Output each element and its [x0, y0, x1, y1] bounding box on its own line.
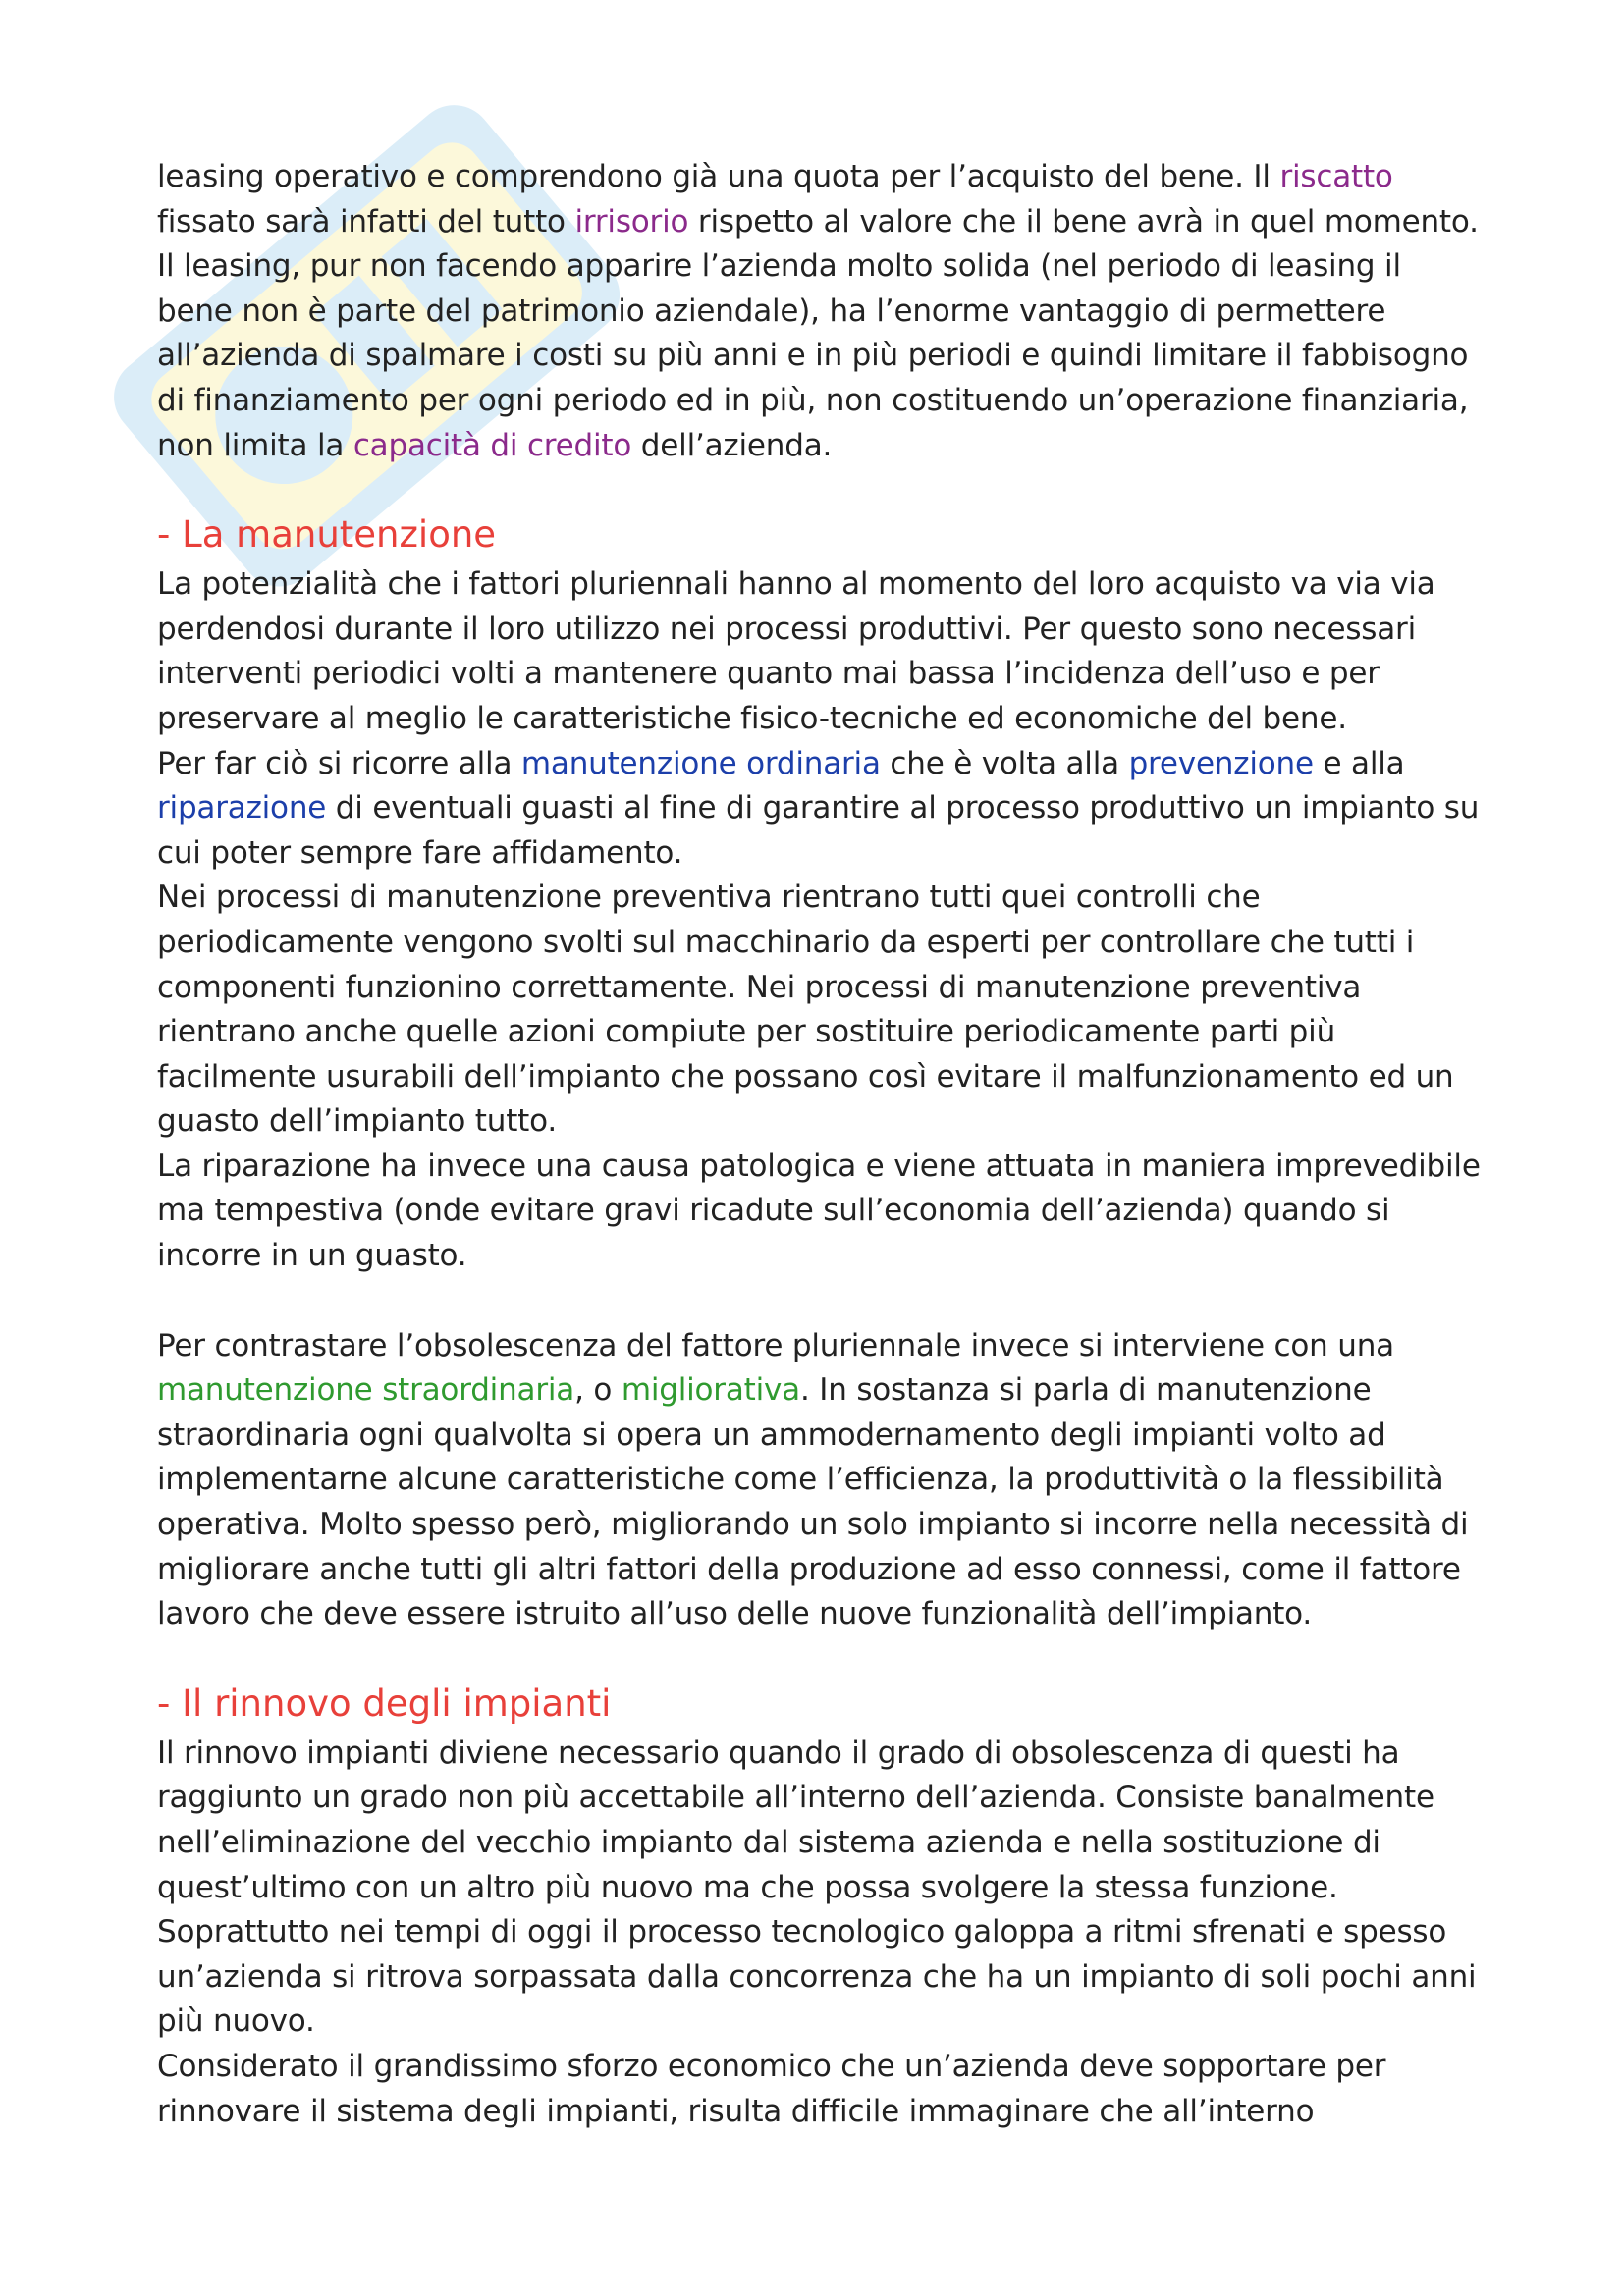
keyword-migliorativa: migliorativa — [621, 1372, 800, 1409]
document-page — [157, 155, 1483, 2134]
keyword-capacita-di-credito: capacità di credito — [352, 427, 632, 463]
manutenzione-paragraph-1: La potenzialità che i fattori pluriennali hanno al momento del loro acquisto va via via perdendosi durante il loro utilizzo nei processi produttivi. Per questo sono necessari interventi periodici volti a mantenere quanto mai bassa l’incidenza dell’uso e per preservare al meglio le caratteristiche fisico-tecniche ed economiche del bene. — [157, 566, 1435, 736]
heading-manutenzione: - La manutenzione — [157, 513, 497, 557]
keyword-manutenzione-ordinaria: manutenzione ordinaria — [520, 745, 881, 781]
keyword-riscatto: riscatto — [1279, 159, 1393, 194]
manutenzione-paragraph-2: Per far ciò si ricorre alla manutenzione ordinaria che è volta alla prevenzione e alla riparazione di eventuali guasti al fine di garantire al processo produttivo un impianto su cui poter sempre fare affidamento. — [157, 745, 1480, 871]
rinnovo-paragraph-2: Soprattutto nei tempi di oggi il processo tecnologico galoppa a ritmi sfrenati e spesso un’azienda si ritrova sorpassata dalla concorrenza che ha un impianto di soli pochi anni più nuovo. — [157, 1914, 1477, 2040]
manutenzione-paragraph-3: Nei processi di manutenzione preventiva rientrano tutti quei controlli che periodicamente vengono svolti sul macchinario da esperti per controllare che tutti i componenti funzionino correttamente. Nei processi di manutenzione preventiva rientrano anche quelle azioni compiute per sostituire periodicamente parti più facilmente usurabili dell’impianto che possano così evitare il malfunzionamento ed un guasto dell’impianto tutto. — [157, 880, 1454, 1140]
keyword-manutenzione-straordinaria: manutenzione straordinaria — [157, 1372, 575, 1409]
manutenzione-paragraph-4: La riparazione ha invece una causa patologica e viene attuata in maniera imprevedibile ma tempestiva (onde evitare gravi ricadute sull’economia dell’azienda) quando si incorre in un guasto. — [157, 1148, 1481, 1274]
rinnovo-paragraph-1: Il rinnovo impianti diviene necessario quando il grado di obsolescenza di questi ha raggiunto un grado non più accettabile all’interno dell’azienda. Consiste banalmente nell’eliminazione del vecchio impianto dal sistema azienda e nella sostituzione di quest’ultimo con un altro più nuovo ma che possa svolgere la stessa funzione. — [157, 1735, 1434, 1905]
intro-paragraph: leasing operativo e comprendono già una quota per l’acquisto del bene. Il riscatto fissato sarà infatti del tutto irrisorio rispetto al valore che il bene avrà in quel momento. Il leasing, pur non facendo apparire l’azienda molto solida (nel periodo di leasing il bene non è parte del patrimonio aziendale), ha l’enorme vantaggio di permettere all’azienda di spalmare i costi su più anni e in più periodi e quindi limitare il fabbisogno di finanziamento per ogni periodo ed in più, non costituendo un’operazione finanziaria, non limita la capacità di credito dell’azienda. — [157, 159, 1479, 463]
heading-rinnovo-impianti: - Il rinnovo degli impianti — [157, 1682, 612, 1725]
keyword-prevenzione: prevenzione — [1128, 745, 1314, 781]
keyword-riparazione: riparazione — [157, 790, 327, 827]
manutenzione-paragraph-5: Per contrastare l’obsolescenza del fattore pluriennale invece si interviene con una manutenzione straordinaria, o migliorativa. In sostanza si parla di manutenzione straordinaria ogni qualvolta si opera un ammodernamento degli impianti volto ad implementarne alcune caratteristiche come l’efficienza, la produttività o la flessibilità operativa. Molto spesso però, migliorando un solo impianto si incorre nella necessità di migliorare anche tutti gli altri fattori della produzione ad esso connessi, come il fattore lavoro che deve essere istruito all’uso delle nuove funzionalità dell’impianto. — [157, 1327, 1469, 1632]
rinnovo-paragraph-3: Considerato il grandissimo sforzo economico che un’azienda deve sopportare per rinnovare il sistema degli impianti, risulta difficile immaginare che all’interno — [157, 2048, 1386, 2129]
keyword-irrisorio: irrisorio — [574, 203, 689, 240]
